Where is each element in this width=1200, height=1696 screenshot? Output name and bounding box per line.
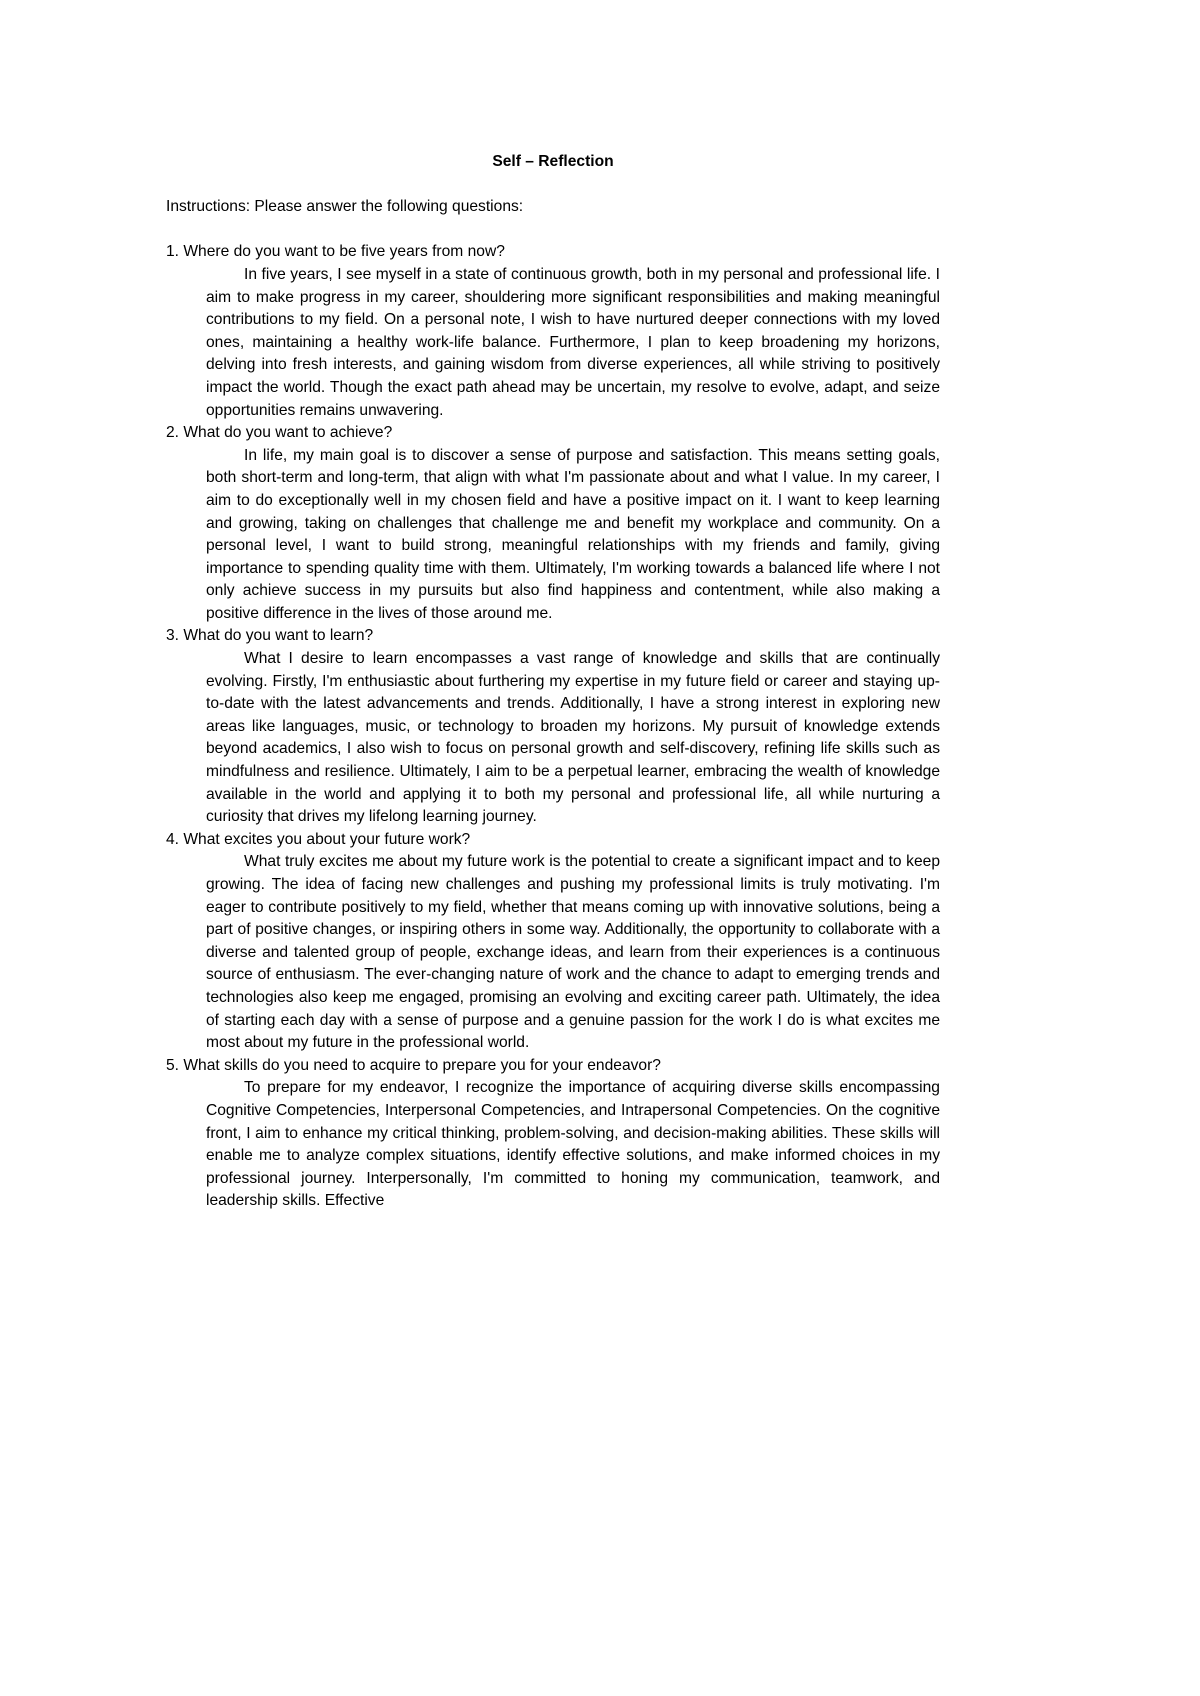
question-text: 3. What do you want to learn?: [166, 627, 374, 645]
question-text: 1. Where do you want to be five years from now?: [166, 243, 505, 261]
question-item-4: [166, 829, 940, 1055]
answer-text: In life, my main goal is to discover a sense of purpose and satisfaction. This means setting goals, both short-term and long-term, that align with what I'm passionate about and what I value. In my career, I aim to do exceptionally well in my chosen field and have a positive impact on it. I want to keep learning and growing, taking on challenges that challenge me and benefit my workplace and community. On a personal level, I want to build strong, meaningful relationships with my friends and family, giving importance to spending quality time with them. Ultimately, I'm working towards a balanced life where I not only achieve success in my pursuits but also find happiness and contentment, while also making a positive difference in the lives of those around me.: [206, 446, 940, 622]
question-text: 4. What excites you about your future work?: [166, 830, 471, 848]
answer-text: In five years, I see myself in a state of continuous growth, both in my personal and professional life. I aim to make progress in my career, shouldering more significant responsibilities and making meaningful contributions to my field. On a personal note, I wish to have nurtured deeper connections with my loved ones, maintaining a healthy work-life balance. Furthermore, I plan to keep broadening my horizons, delving into fresh interests, and gaining wisdom from diverse experiences, all while striving to positively impact the world. Though the exact path ahead may be uncertain, my resolve to evolve, adapt, and seize opportunities remains unwavering.: [206, 265, 940, 419]
document-body: [166, 151, 940, 1213]
document-title: Self – Reflection: [492, 153, 614, 170]
answer-text: To prepare for my endeavor, I recognize the importance of acquiring diverse skills encompassing Cognitive Competencies, Interpersonal Competencies, and Intrapersonal Competencies. On the cognitive front, I aim to enhance my critical thinking, problem-solving, and decision-making abilities. These skills will enable me to analyze complex situations, identify effective solutions, and make informed choices in my professional journey. Interpersonally, I'm committed to honing my communication, teamwork, and leadership skills. Effective: [206, 1079, 940, 1210]
answer-text: What I desire to learn encompasses a vast range of knowledge and skills that are continually evolving. Firstly, I'm enthusiastic about furthering my expertise in my future field or career and staying up-to-date with the latest advancements and trends. Additionally, I have a strong interest in exploring new areas like languages, music, or technology to broaden my horizons. My pursuit of knowledge extends beyond academics, I also wish to focus on personal growth and self-discovery, refining life skills such as mindfulness and resilience. Ultimately, I aim to be a perpetual learner, embracing the wealth of knowledge available in the world and applying it to both my personal and professional life, all while nurturing a curiosity that drives my lifelong learning journey.: [206, 650, 940, 826]
question-text: 2. What do you want to achieve?: [166, 424, 393, 442]
question-text: 5. What skills do you need to acquire to prepare you for your endeavor?: [166, 1056, 661, 1074]
question-item-2: [166, 422, 940, 625]
question-item-3: [166, 625, 940, 828]
instructions-text: Instructions: Please answer the following questions:: [166, 198, 524, 216]
answer-text: What truly excites me about my future work is the potential to create a significant impact and to keep growing. The idea of facing new challenges and pushing my professional limits is truly motivating. I'm eager to contribute positively to my field, whether that means coming up with innovative solutions, being a part of positive changes, or inspiring others in some way. Additionally, the opportunity to collaborate with a diverse and talented group of people, exchange ideas, and learn from their experiences is a continuous source of enthusiasm. The ever-changing nature of work and the chance to adapt to emerging trends and technologies also keep me engaged, promising an evolving and exciting career path. Ultimately, the idea of starting each day with a sense of purpose and a genuine passion for the work I do is what excites me most about my future in the professional world.: [206, 853, 940, 1052]
question-item-1: [166, 241, 940, 422]
question-item-5: [166, 1055, 940, 1213]
